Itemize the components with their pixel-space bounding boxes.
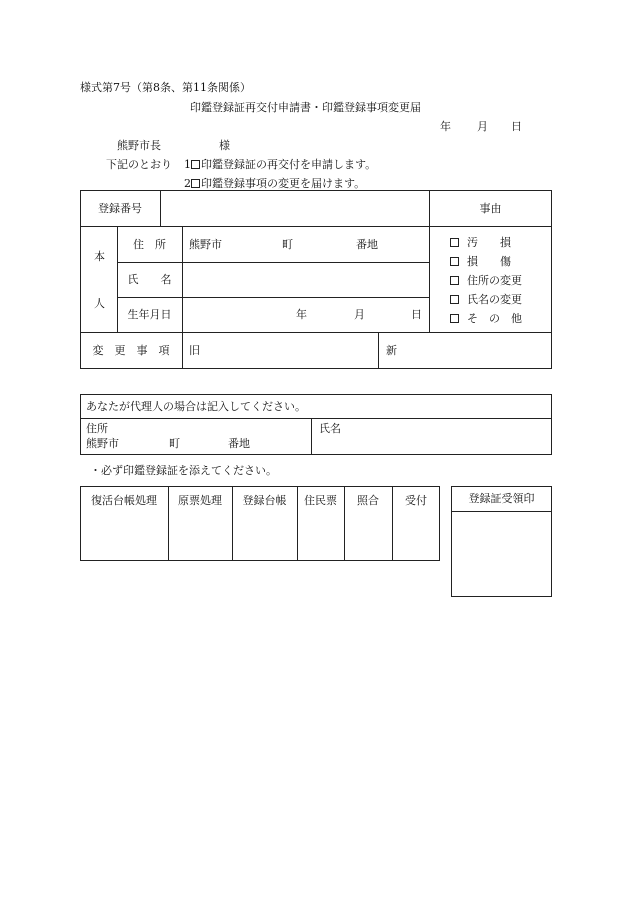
reason-item-damaged[interactable]	[450, 256, 511, 267]
office-header-original-slip: 原票処理	[178, 493, 222, 507]
reg-number-field[interactable]	[161, 191, 428, 225]
address-town: 町	[282, 238, 293, 251]
person-label-top: 本	[94, 250, 105, 263]
option-2-text: 印鑑登録事項の変更を届けます。	[201, 177, 366, 190]
option-1-checkbox[interactable]	[191, 160, 200, 169]
reason-label: 氏名の変更	[467, 293, 522, 306]
reason-label: 汚 損	[467, 236, 511, 249]
reason-label: そ の 他	[467, 312, 522, 325]
office-header-resident-record: 住民票	[304, 493, 337, 507]
office-header-reception: 受付	[405, 493, 427, 507]
agent-town: 町	[169, 437, 180, 450]
option-1-text: 印鑑登録証の再交付を申請します。	[201, 158, 377, 171]
birth-month-label: 月	[354, 308, 365, 321]
intro-option-2	[184, 178, 365, 189]
reason-item-other[interactable]	[450, 313, 522, 324]
name-label: 氏 名	[127, 273, 172, 286]
reason-label: 損 傷	[467, 255, 511, 268]
office-header-revival-ledger: 復活台帳処理	[91, 493, 157, 507]
note-text: ・必ず印鑑登録証を添えてください。	[90, 464, 277, 477]
col-divider	[378, 332, 379, 369]
agent-address-label: 住所	[86, 422, 108, 435]
birth-year-label: 年	[296, 308, 307, 321]
change-label: 変 更 事 項	[92, 344, 170, 357]
address-city: 熊野市	[189, 238, 222, 251]
agent-lot: 番地	[228, 437, 250, 450]
addressee-honorific: 様	[219, 139, 230, 152]
addressee-name: 熊野市長	[117, 139, 161, 152]
reason-checkbox[interactable]	[450, 276, 459, 285]
intro-lead: 下記のとおり	[106, 158, 172, 171]
birth-day-label: 日	[411, 308, 422, 321]
reason-checkbox[interactable]	[450, 314, 459, 323]
receipt-stamp-area[interactable]	[452, 512, 551, 596]
form-id: 様式第7号（第8条、第11条関係）	[80, 81, 251, 94]
reg-number-label: 登録番号	[98, 201, 142, 215]
agent-city: 熊野市	[86, 437, 119, 450]
reason-item-address-change[interactable]	[450, 275, 522, 286]
date-month-label: 月	[477, 120, 488, 133]
form-title: 印鑑登録証再交付申請書・印鑑登録事項変更届	[190, 101, 421, 114]
office-header-registry: 登録台帳	[242, 493, 287, 507]
col-divider	[182, 226, 183, 369]
change-old-label: 旧	[189, 344, 200, 357]
birth-label: 生年月日	[127, 308, 172, 321]
person-label-bottom: 人	[94, 297, 105, 310]
reason-checkbox[interactable]	[450, 238, 459, 247]
change-new-label: 新	[386, 344, 397, 357]
option-2-number: 2	[184, 177, 191, 190]
date-day-label: 日	[511, 120, 522, 133]
row-divider	[80, 418, 552, 419]
name-field[interactable]	[183, 263, 428, 296]
reason-item-soiled[interactable]	[450, 237, 511, 248]
reason-checkbox[interactable]	[450, 295, 459, 304]
agent-name-label: 氏名	[319, 422, 341, 435]
reason-checkbox[interactable]	[450, 257, 459, 266]
reason-item-name-change[interactable]	[450, 294, 522, 305]
agent-header: あなたが代理人の場合は記入してください。	[86, 400, 306, 413]
reason-label: 住所の変更	[467, 274, 522, 287]
option-1-number: 1	[184, 158, 191, 171]
option-2-checkbox[interactable]	[191, 179, 200, 188]
receipt-header: 登録証受領印	[468, 492, 535, 505]
col-divider	[311, 418, 312, 455]
intro-option-1	[184, 159, 376, 170]
office-header-verification: 照合	[357, 493, 379, 507]
reason-header: 事由	[479, 201, 502, 215]
date-year-label: 年	[440, 120, 451, 133]
address-label: 住 所	[133, 237, 166, 251]
address-lot: 番地	[356, 238, 378, 251]
